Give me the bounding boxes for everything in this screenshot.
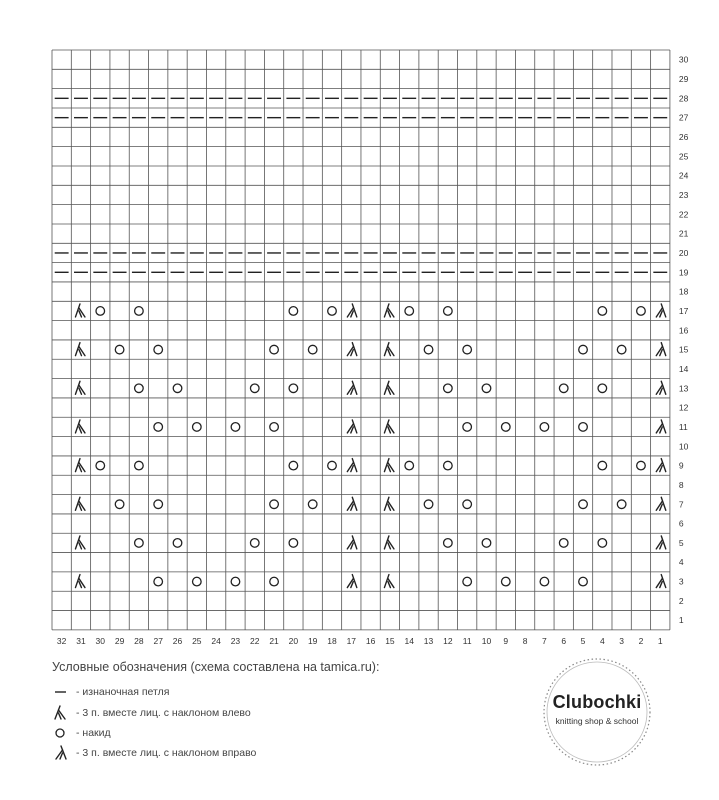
yarn-over-icon	[328, 307, 337, 316]
yarn-over-icon	[193, 577, 202, 586]
yarn-over-icon	[173, 539, 182, 548]
yarn-over-icon	[270, 423, 279, 432]
row-label: 19	[678, 267, 689, 278]
legend-item-k3tog-left	[52, 705, 251, 721]
yarn-over-icon	[289, 539, 298, 548]
yarn-over-icon	[135, 461, 144, 470]
column-label: 22	[250, 635, 260, 646]
yarn-over-icon	[289, 384, 298, 393]
row-label: 21	[678, 228, 689, 239]
column-label: 19	[307, 635, 318, 646]
column-label: 7	[542, 635, 547, 646]
k3tog-left-icon	[75, 575, 85, 588]
column-label: 26	[172, 635, 183, 646]
yarn-over-icon	[501, 577, 510, 586]
k3tog-right-icon	[347, 536, 357, 549]
yarn-over-icon	[154, 577, 163, 586]
yarn-over-icon	[598, 461, 607, 470]
yarn-over-icon	[154, 345, 163, 354]
row-label: 12	[678, 402, 689, 413]
column-label: 31	[76, 635, 86, 646]
yarn-over-icon	[154, 423, 163, 432]
column-label: 8	[522, 635, 528, 646]
yarn-over-icon	[96, 461, 105, 470]
k3tog-right-icon	[656, 536, 666, 549]
yarn-over-icon	[463, 345, 472, 354]
yarn-over-icon	[463, 423, 472, 432]
column-label: 11	[462, 635, 472, 646]
column-label: 27	[153, 635, 163, 646]
row-label: 25	[678, 151, 689, 162]
yarn-over-icon	[250, 539, 259, 548]
yarn-over-icon	[96, 307, 105, 316]
yarn-over-icon	[308, 345, 317, 354]
k3tog-left-icon	[75, 381, 85, 394]
column-label: 17	[346, 635, 357, 646]
row-label: 11	[678, 421, 688, 432]
yarn-over-icon	[598, 307, 607, 316]
column-label: 5	[580, 635, 586, 646]
legend-item-yo	[52, 725, 111, 741]
yarn-over-icon	[579, 500, 588, 509]
row-label: 29	[678, 73, 689, 84]
yarn-over-icon	[115, 345, 124, 354]
yarn-over-icon	[617, 500, 626, 509]
yarn-over-icon	[579, 345, 588, 354]
legend-item-purl	[52, 684, 169, 700]
k3tog-right-icon	[347, 497, 357, 510]
column-label: 13	[423, 635, 434, 646]
yarn-over-icon	[270, 577, 279, 586]
row-label: 16	[678, 325, 689, 336]
legend-item-label: - 3 п. вместе лиц. с наклоном влево	[76, 707, 251, 719]
column-label: 2	[638, 635, 644, 646]
k3tog-left-icon	[384, 575, 394, 588]
yarn-over-icon	[444, 461, 453, 470]
yarn-over-icon	[328, 461, 337, 470]
row-label: 27	[678, 112, 689, 123]
yarn-over-icon	[444, 539, 453, 548]
row-label: 4	[678, 557, 684, 568]
yarn-over-icon	[289, 461, 298, 470]
column-label: 25	[192, 635, 202, 646]
row-label: 14	[678, 363, 689, 374]
row-label: 23	[678, 189, 689, 200]
k3tog-left-icon	[384, 304, 394, 317]
k3tog-right-icon	[656, 575, 666, 588]
column-label: 29	[114, 635, 125, 646]
column-label: 6	[561, 635, 567, 646]
row-label: 20	[678, 247, 689, 258]
column-label: 20	[288, 635, 299, 646]
legend-title: Условные обозначения (схема составлена на tamica.ru):	[52, 660, 380, 674]
row-label: 10	[678, 441, 689, 452]
row-label: 13	[678, 383, 689, 394]
k3tog-left-icon	[75, 343, 85, 356]
k3tog-left-icon	[75, 304, 85, 317]
yarn-over-icon	[598, 539, 607, 548]
column-label: 18	[327, 635, 337, 646]
row-label: 30	[678, 54, 689, 65]
row-label: 1	[678, 615, 684, 626]
k3tog-left-icon	[75, 497, 85, 510]
k3tog-left-icon	[384, 381, 394, 394]
k3tog-right-icon	[347, 575, 357, 588]
k3tog-right-icon	[656, 343, 666, 356]
yarn-over-icon	[444, 384, 453, 393]
yarn-over-icon	[289, 307, 298, 316]
row-label: 9	[678, 460, 684, 471]
yarn-over-icon	[405, 307, 414, 316]
yarn-over-icon	[559, 384, 568, 393]
column-label: 23	[230, 635, 241, 646]
column-label: 9	[503, 635, 509, 646]
row-label: 22	[678, 209, 689, 220]
k3tog-left-icon	[75, 420, 85, 433]
yarn-over-icon	[231, 577, 240, 586]
column-label: 32	[56, 635, 67, 646]
yarn-over-icon	[559, 539, 568, 548]
yarn-over-icon	[463, 577, 472, 586]
legend-item-label: - изнаночная петля	[76, 686, 170, 698]
column-label: 12	[443, 635, 453, 646]
yarn-over-icon	[250, 384, 259, 393]
row-label: 6	[678, 518, 684, 529]
legend-item-k3tog-right	[52, 745, 256, 761]
row-label: 26	[678, 131, 689, 142]
k3tog-left-icon	[75, 459, 85, 472]
row-label: 28	[678, 93, 689, 104]
column-label: 3	[619, 635, 625, 646]
k3tog-right-icon	[52, 745, 70, 761]
logo-name: Clubochki	[552, 692, 642, 712]
yarn-over-icon	[463, 500, 472, 509]
yarn-over-icon	[637, 461, 646, 470]
column-label: 30	[95, 635, 106, 646]
column-label: 24	[211, 635, 221, 646]
yarn-over-icon	[579, 423, 588, 432]
k3tog-right-icon	[347, 304, 357, 317]
logo-tagline: knitting shop & school	[555, 716, 639, 726]
k3tog-right-icon	[656, 497, 666, 510]
yarn-over-icon	[444, 307, 453, 316]
yarn-over-icon	[308, 500, 317, 509]
yarn-over-icon	[598, 384, 607, 393]
yarn-over-icon	[135, 539, 144, 548]
k3tog-right-icon	[656, 420, 666, 433]
k3tog-left-icon	[384, 497, 394, 510]
row-label: 3	[678, 576, 684, 587]
k3tog-right-icon	[656, 304, 666, 317]
column-label: 1	[657, 635, 663, 646]
k3tog-left-icon	[384, 343, 394, 356]
yarn-over-icon	[540, 423, 549, 432]
row-label: 8	[678, 479, 684, 490]
yarn-over-icon	[270, 500, 279, 509]
row-label: 17	[678, 305, 689, 316]
k3tog-right-icon	[656, 459, 666, 472]
yarn-over-icon	[501, 423, 510, 432]
k3tog-right-icon	[347, 381, 357, 394]
k3tog-left-icon	[52, 705, 70, 721]
column-label: 4	[599, 635, 605, 646]
yarn-over-icon	[540, 577, 549, 586]
k3tog-left-icon	[384, 536, 394, 549]
yarn-over-icon	[637, 307, 646, 316]
yarn-over-icon	[579, 577, 588, 586]
k3tog-right-icon	[347, 343, 357, 356]
yarn-over-icon	[424, 345, 433, 354]
yarn-over-icon	[193, 423, 202, 432]
k3tog-left-icon	[384, 459, 394, 472]
k3tog-left-icon	[384, 420, 394, 433]
column-label: 16	[365, 635, 376, 646]
column-label: 14	[404, 635, 414, 646]
row-label: 24	[678, 170, 689, 181]
row-label: 7	[678, 499, 684, 510]
yarn-over-icon	[617, 345, 626, 354]
yarn-over-icon	[173, 384, 182, 393]
yarn-over-icon	[231, 423, 240, 432]
column-label: 10	[481, 635, 492, 646]
yarn-over-icon	[154, 500, 163, 509]
row-label: 2	[678, 595, 684, 606]
clubochki-logo	[541, 656, 653, 768]
yarn-over-icon	[424, 500, 433, 509]
yarn-over-icon	[115, 500, 124, 509]
k3tog-right-icon	[347, 459, 357, 472]
yarn-over-icon	[482, 539, 491, 548]
purl-dash-icon	[52, 684, 70, 700]
yarn-over-icon	[270, 345, 279, 354]
k3tog-right-icon	[347, 420, 357, 433]
row-label: 18	[678, 286, 689, 297]
yarn-over-icon	[135, 384, 144, 393]
column-label: 28	[134, 635, 144, 646]
yarn-over-icon	[482, 384, 491, 393]
yarn-over-icon	[135, 307, 144, 316]
k3tog-right-icon	[656, 381, 666, 394]
legend-item-label: - 3 п. вместе лиц. с наклоном вправо	[76, 747, 257, 759]
yarn-over-icon	[52, 725, 70, 741]
k3tog-left-icon	[75, 536, 85, 549]
yarn-over-icon	[405, 461, 414, 470]
column-label: 15	[385, 635, 395, 646]
row-label: 15	[678, 344, 689, 355]
row-label: 5	[678, 537, 684, 548]
column-label: 21	[269, 635, 279, 646]
legend-item-label: - накид	[76, 727, 111, 739]
